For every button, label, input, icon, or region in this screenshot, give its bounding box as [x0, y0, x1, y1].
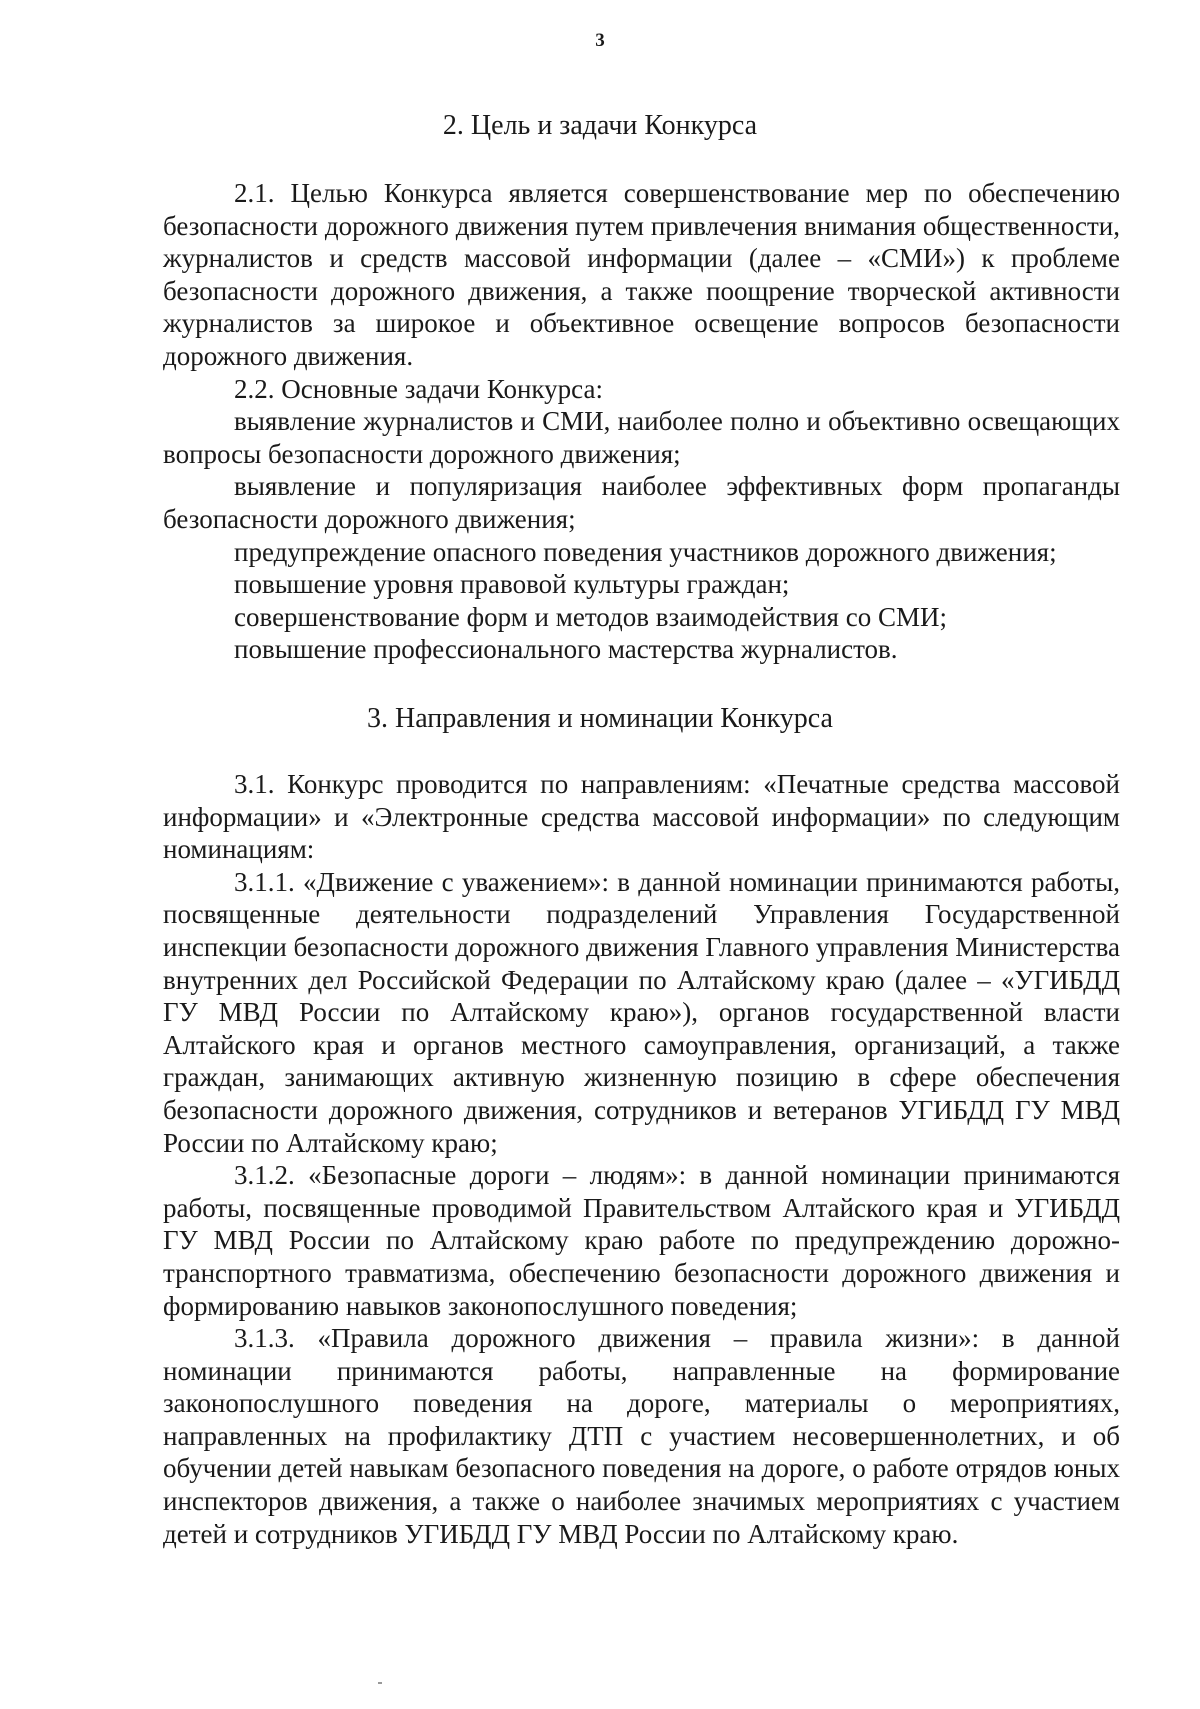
paragraph-2-2: 2.2. Основные задачи Конкурса:: [234, 373, 603, 404]
paragraph-3-1: 3.1. Конкурс проводится по направлениям: «Печатные средства массовой информации» и «Электронные средства массовой информации» по следующим номинациям:: [163, 769, 1120, 865]
scan-artifact: [378, 1682, 382, 1684]
task-item: повышение уровня правовой культуры граждан;: [234, 569, 790, 600]
task-item: совершенствование форм и методов взаимодействия со СМИ;: [234, 601, 947, 632]
paragraph-3-1-3: 3.1.3. «Правила дорожного движения – правила жизни»: в данной номинации принимаются работы, направленные на формирование законопослушного поведения на дороге, материалы о мероприятиях, направленных на профилактику ДТП с участием несовершеннолетних, и об обучении детей навыкам безопасного поведения на дороге, о работе отрядов юных инспекторов движения, а также о наиболее значимых мероприятиях с участием детей и сотрудников УГИБДД ГУ МВД России по Алтайскому краю.: [163, 1323, 1120, 1549]
paragraph-3-1-2: 3.1.2. «Безопасные дороги – людям»: в данной номинации принимаются работы, посвященные проводимой Правительством Алтайского края и УГИБДД ГУ МВД России по Алтайскому краю работе по предупреждению дорожно-транспортного травматизма, обеспечению безопасности дорожного движения и формированию навыков законопослушного поведения;: [163, 1160, 1120, 1321]
paragraph-2-1: 2.1. Целью Конкурса является совершенствование мер по обеспечению безопасности дорожного движения путем привлечения внимания общественности, журналистов и средств массовой информации (далее – «СМИ») к проблеме безопасности дорожного движения, а также поощрение творческой активности журналистов за широкое и объективное освещение вопросов безопасности дорожного движения.: [163, 178, 1120, 371]
task-item: выявление и популяризация наиболее эффективных форм пропаганды безопасности дорожного движения;: [163, 471, 1120, 534]
section-2-title: 2. Цель и задачи Конкурса: [442, 110, 758, 141]
section-2-body: [163, 177, 1120, 666]
page-number: 3: [595, 30, 605, 51]
task-item: повышение профессионального мастерства журналистов.: [234, 634, 898, 665]
task-item: выявление журналистов и СМИ, наиболее полно и объективно освещающих вопросы безопасности дорожного движения;: [163, 406, 1120, 469]
section-3-body: [163, 768, 1120, 1550]
task-item: предупреждение опасного поведения участников дорожного движения;: [234, 536, 1057, 567]
section-3-title: 3. Направления и номинации Конкурса: [367, 703, 833, 734]
paragraph-3-1-1: 3.1.1. «Движение с уважением»: в данной номинации принимаются работы, посвященные деятельности подразделений Управления Государственной инспекции безопасности дорожного движения Главного управления Министерства внутренних дел Российской Федерации по Алтайскому краю (далее – «УГИБДД ГУ МВД России по Алтайскому краю»), органов государственной власти Алтайского края и органов местного самоуправления, организаций, а также граждан, занимающих активную жизненную позицию в сфере обеспечения безопасности дорожного движения, сотрудников и ветеранов УГИБДД ГУ МВД России по Алтайскому краю;: [163, 866, 1120, 1158]
